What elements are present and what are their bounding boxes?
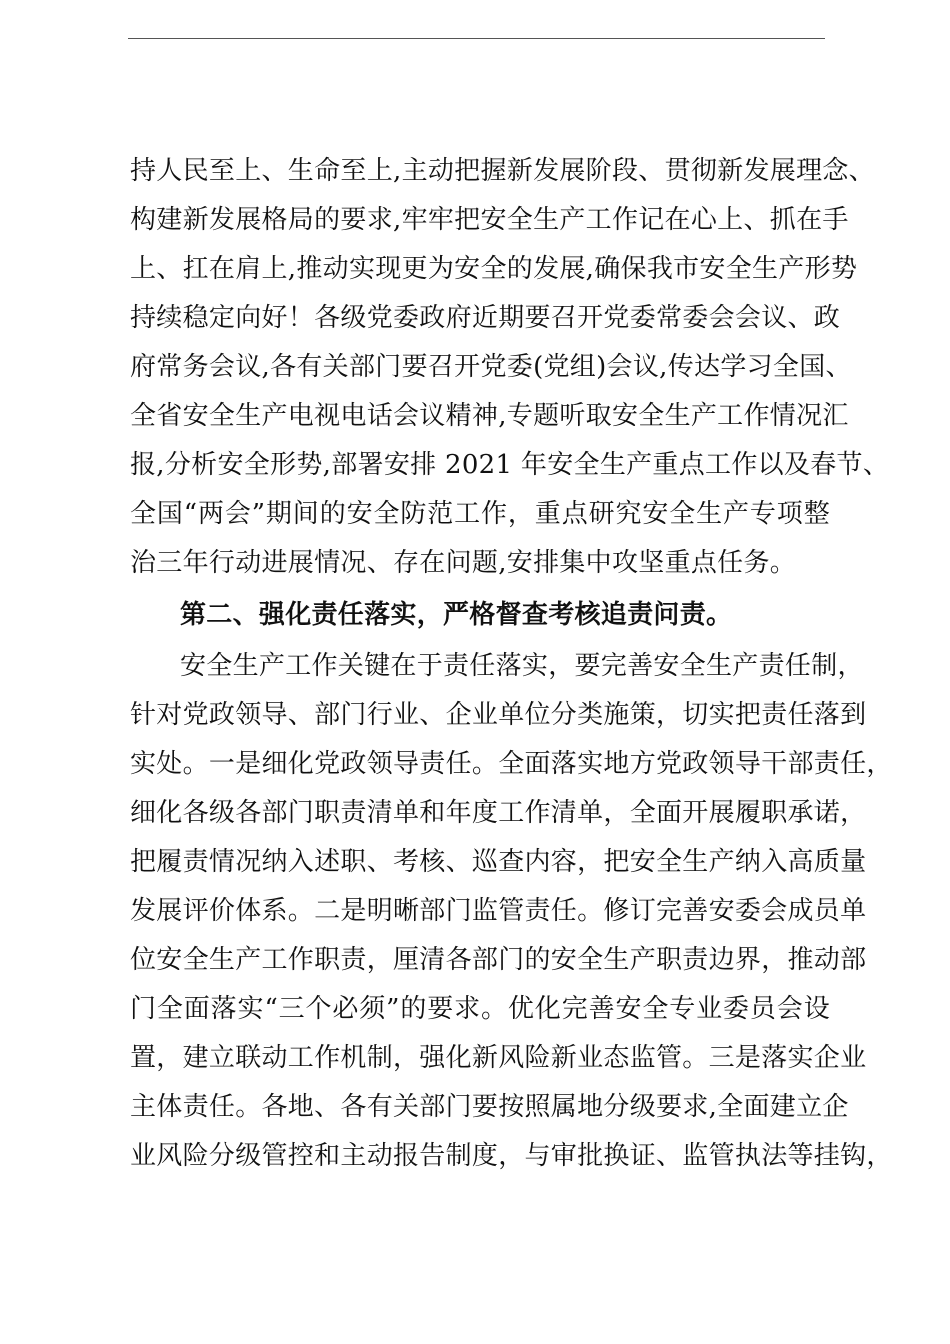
body-text-line: 府常务会议,各有关部门要召开党委(党组)会议,传达学习全国、	[130, 352, 852, 382]
body-text-line: 构建新发展格局的要求,牢牢把安全生产工作记在心上、抓在手	[130, 205, 849, 235]
body-text-line: 持人民至上、生命至上,主动把握新发展阶段、贯彻新发展理念、	[130, 156, 875, 186]
body-text-line: 报,分析安全形势,部署安排 2021 年安全生产重点工作以及春节、	[130, 450, 890, 480]
body-text-line: 主体责任。各地、各有关部门要按照属地分级要求,全面建立企	[130, 1092, 849, 1122]
body-text-line: 全国“两会”期间的安全防范工作，重点研究安全生产专项整	[130, 499, 830, 529]
section-heading: 第二、强化责任落实，严格督查考核追责问责。	[180, 600, 733, 630]
body-text-line: 发展评价体系。二是明晰部门监管责任。修订完善安委会成员单	[130, 896, 867, 926]
body-text-line: 把履责情况纳入述职、考核、巡查内容，把安全生产纳入高质量	[130, 847, 867, 877]
body-text-line: 安全生产工作关键在于责任落实，要完善安全生产责任制，	[180, 651, 864, 681]
body-text-line: 全省安全生产电视电话会议精神,专题听取安全生产工作情况汇	[130, 401, 849, 431]
body-text-line: 实处。一是细化党政领导责任。全面落实地方党政领导干部责任，	[130, 749, 893, 779]
body-text-line: 针对党政领导、部门行业、企业单位分类施策，切实把责任落到	[130, 700, 867, 730]
body-text-line: 业风险分级管控和主动报告制度，与审批换证、监管执法等挂钩，	[130, 1141, 893, 1171]
body-text-line: 置，建立联动工作机制，强化新风险新业态监管。三是落实企业	[130, 1043, 867, 1073]
body-text-line: 治三年行动进展情况、存在问题,安排集中攻坚重点任务。	[130, 548, 797, 578]
body-text-line: 位安全生产工作职责，厘清各部门的安全生产职责边界，推动部	[130, 945, 867, 975]
body-text-line: 细化各级各部门职责清单和年度工作清单，全面开展履职承诺，	[130, 798, 867, 828]
body-text-line: 门全面落实“三个必须”的要求。优化完善安全专业委员会设	[130, 994, 830, 1024]
body-text-line: 持续稳定向好！各级党委政府近期要召开党委常委会会议、政	[130, 303, 841, 333]
header-rule	[128, 38, 825, 39]
body-text-line: 上、扛在肩上,推动实现更为安全的发展,确保我市安全生产形势	[130, 254, 858, 284]
